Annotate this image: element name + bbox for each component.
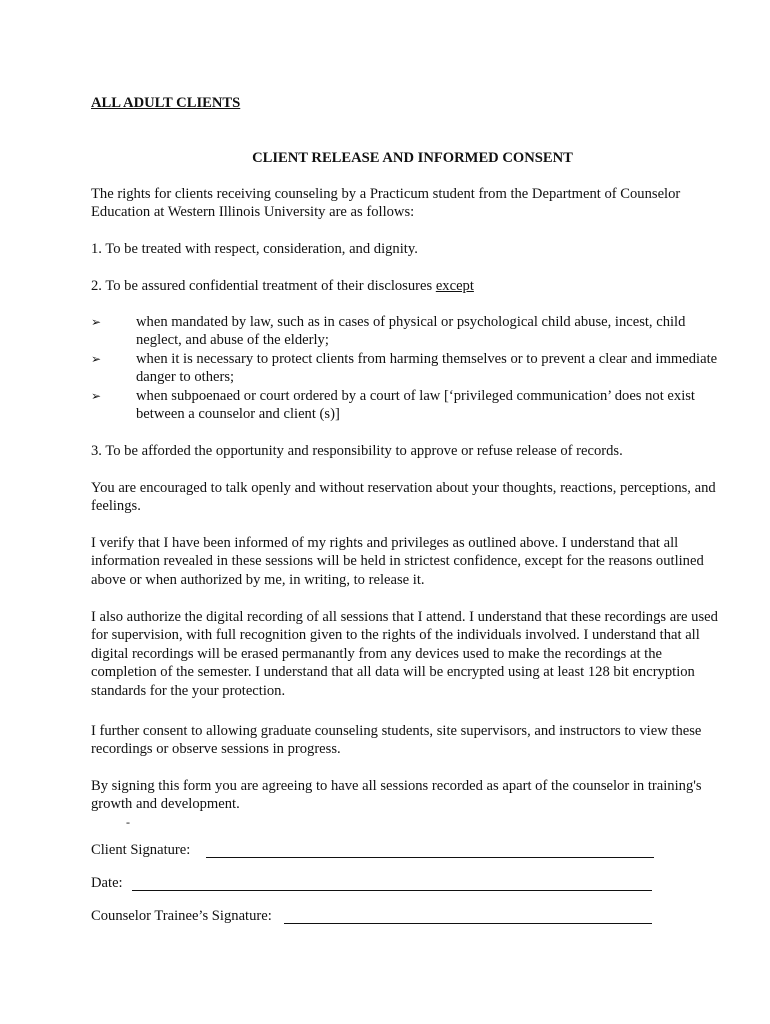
date-line[interactable] [132,890,652,891]
right-2-except: except [435,278,474,294]
exception-text: when subpoenaed or court ordered by a court of law [‘privileged communication’ does not exist between a counselor and client (s)] [136,387,695,423]
date-label: Date: [91,875,123,891]
exception-text: when it is necessary to protect clients from harming themselves or to prevent a clear and immediate danger to others; [136,350,718,386]
arrow-bullet-icon: ➢ [91,351,102,366]
right-2 [91,277,731,295]
stray-dash: - [126,815,130,829]
client-signature-line[interactable] [206,857,654,858]
list-item [91,387,731,424]
counselor-signature-label: Counselor Trainee’s Signature: [91,908,272,924]
exceptions-list [91,313,731,423]
client-signature-row [91,841,190,861]
right-3: 3. To be afforded the opportunity and responsibility to approve or refuse release of records. [91,443,623,459]
exception-text: when mandated by law, such as in cases of physical or psychological child abuse, incest, child neglect, and abuse of the elderly; [136,314,686,349]
list-item [91,313,731,350]
section-heading: ALL ADULT CLIENTS [91,95,241,111]
date-row [91,874,123,894]
arrow-bullet-icon: ➢ [91,315,102,329]
counselor-signature-line[interactable] [284,923,652,924]
arrow-bullet-icon: ➢ [91,388,102,403]
observation-consent-paragraph: I further consent to allowing graduate counseling students, site supervisors, and instructors to view these recordings or observe sessions in progress. [91,723,702,758]
right-1: 1. To be treated with respect, consideration, and dignity. [91,241,418,257]
form-title: CLIENT RELEASE AND INFORMED CONSENT [252,150,573,166]
signing-agreement-paragraph: By signing this form you are agreeing to have all sessions recorded as apart of the counselor in training's growth and development. [91,778,702,813]
intro-paragraph: The rights for clients receiving counseling by a Practicum student from the Department of Counselor Education at Western Illinois University are as follows: [91,186,681,221]
encourage-paragraph: You are encouraged to talk openly and without reservation about your thoughts, reactions, perceptions, and feelings. [91,480,716,515]
counselor-signature-row [91,907,272,927]
right-2-text: 2. To be assured confidential treatment of their disclosures [91,278,436,294]
recording-authorization-paragraph: I also authorize the digital recording of all sessions that I attend. I understand that these recordings are used for supervision, with full recognition given to the rights of the individuals involved. I understand that all digital recordings will be erased permanantly from any devices used to make the recordings at the completion of the semester. I understand that all data will be encrypted using at least 128 bit encryption standards for the your protection. [91,609,718,699]
client-signature-label: Client Signature: [91,842,191,858]
verify-paragraph: I verify that I have been informed of my rights and privileges as outlined above. I understand that all information revealed in these sessions will be held in strictest confidence, except for the reasons outlined above or when authorized by me, in writing, to release it. [91,535,704,588]
list-item [91,350,731,387]
